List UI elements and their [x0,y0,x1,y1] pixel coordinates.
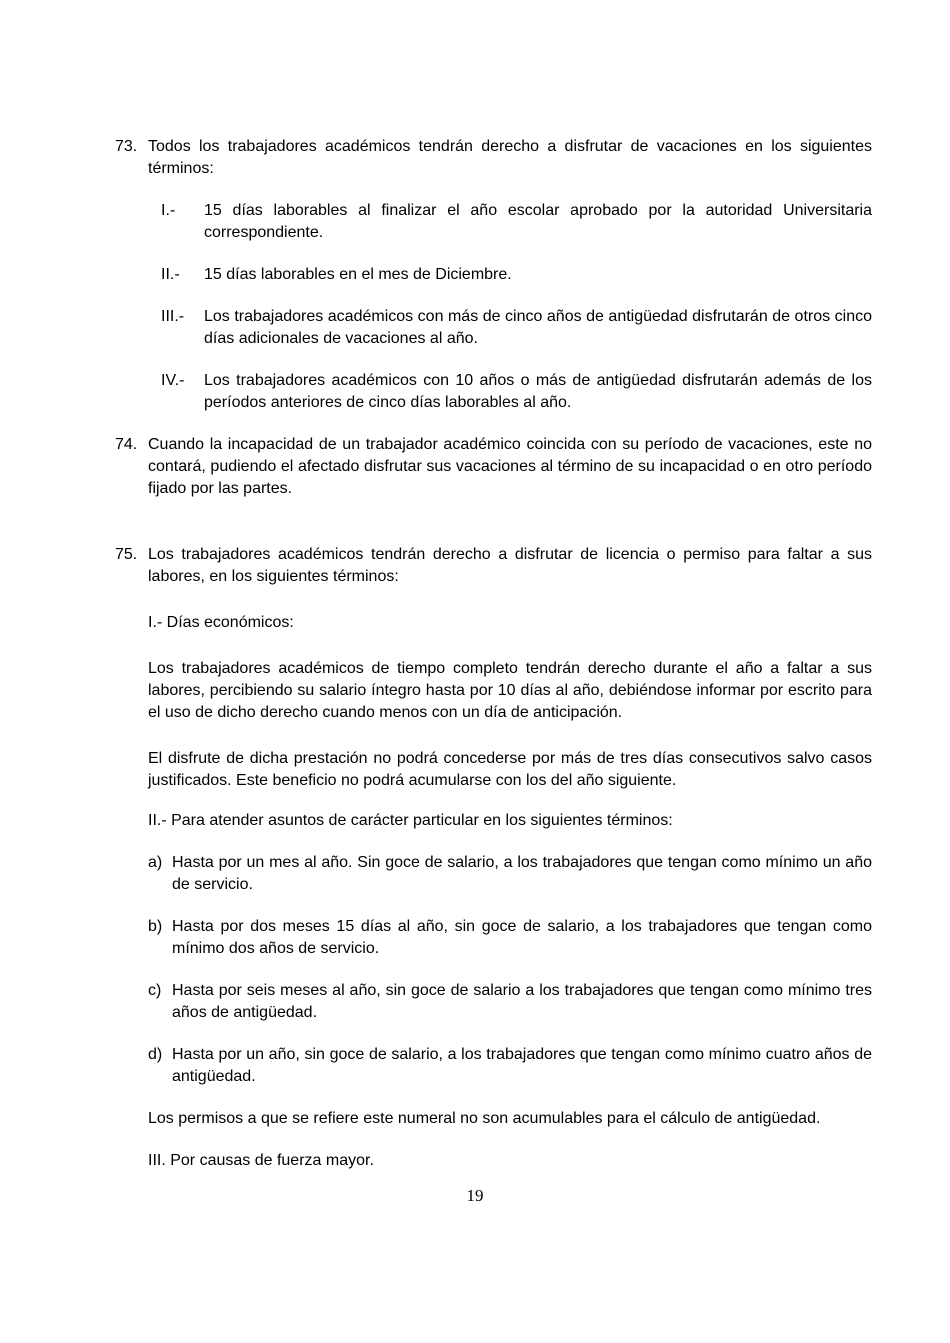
article-73-body [148,136,872,414]
section-heading-fuerza-mayor: III. Por causas de fuerza mayor. [148,1152,374,1169]
section-heading-asuntos-particulares: II.- Para atender asuntos de carácter particular en los siguientes términos: [148,812,673,829]
page-content [115,136,872,1172]
roman-item-text: Los trabajadores académicos con 10 años o más de antigüedad disfrutarán además de los períodos anteriores de cinco días laborables al año. [204,372,872,411]
letter-label: b) [148,918,163,935]
article-75-number: 75. [115,546,138,563]
roman-list-item [161,200,872,244]
article-75-intro: Los trabajadores académicos tendrán derecho a disfrutar de licencia o permiso para faltar a sus labores, en los siguientes términos: [148,546,872,585]
roman-item-text: 15 días laborables al finalizar el año escolar aprobado por la autoridad Universitaria correspondiente. [204,202,872,241]
lettered-text: Hasta por dos meses 15 días al año, sin goce de salario, a los trabajadores que tengan como mínimo dos años de servicio. [172,918,872,957]
article-74-body [148,434,872,500]
roman-list-item [161,370,872,414]
lettered-item [148,916,872,960]
article-73-intro: Todos los trabajadores académicos tendrán derecho a disfrutar de vacaciones en los siguientes términos: [148,138,872,177]
roman-item-text: Los trabajadores académicos con más de cinco años de antigüedad disfrutarán de otros cinco días adicionales de vacaciones al año. [204,308,872,347]
article-74-text: Cuando la incapacidad de un trabajador académico coincida con su período de vacaciones, este no contará, pudiendo el afectado disfrutar sus vacaciones al término de su incapacidad o en otro período fijado por las partes. [148,436,872,497]
paragraph: Los permisos a que se refiere este numeral no son acumulables para el cálculo de antigüedad. [148,1110,821,1127]
lettered-item [148,980,872,1024]
lettered-text: Hasta por un año, sin goce de salario, a los trabajadores que tengan como mínimo cuatro años de antigüedad. [172,1046,872,1085]
lettered-item [148,1044,872,1088]
paragraph: Los trabajadores académicos de tiempo completo tendrán derecho durante el año a faltar a sus labores, percibiendo su salario íntegro hasta por 10 días al año, debiéndose informar por escrito para el uso de dicho derecho cuando menos con un día de anticipación. [148,660,872,721]
article-75-body [148,544,872,1172]
lettered-text: Hasta por un mes al año. Sin goce de salario, a los trabajadores que tengan como mínimo un año de servicio. [172,854,872,893]
roman-numeral: III.- [161,308,185,325]
article-73 [115,136,872,414]
lettered-text: Hasta por seis meses al año, sin goce de salario a los trabajadores que tengan como mínimo tres años de antigüedad. [172,982,872,1021]
roman-item-text: 15 días laborables en el mes de Diciembre. [204,266,512,283]
section-heading-dias-economicos: I.- Días económicos: [148,614,294,631]
roman-numeral: II.- [161,266,180,283]
roman-numeral: IV.- [161,372,185,389]
article-73-number: 73. [115,138,138,155]
article-74 [115,434,872,500]
letter-label: a) [148,854,163,871]
letter-label: c) [148,982,162,999]
letter-label: d) [148,1046,163,1063]
paragraph: El disfrute de dicha prestación no podrá concederse por más de tres días consecutivos salvo casos justificados. Este beneficio no podrá acumularse con los del año siguiente. [148,750,872,789]
roman-list-item [161,264,872,286]
lettered-item [148,852,872,896]
page-number: 19 [466,1186,484,1205]
article-75 [115,544,872,1172]
article-74-number: 74. [115,436,138,453]
roman-list-item [161,306,872,350]
roman-numeral: I.- [161,202,176,219]
